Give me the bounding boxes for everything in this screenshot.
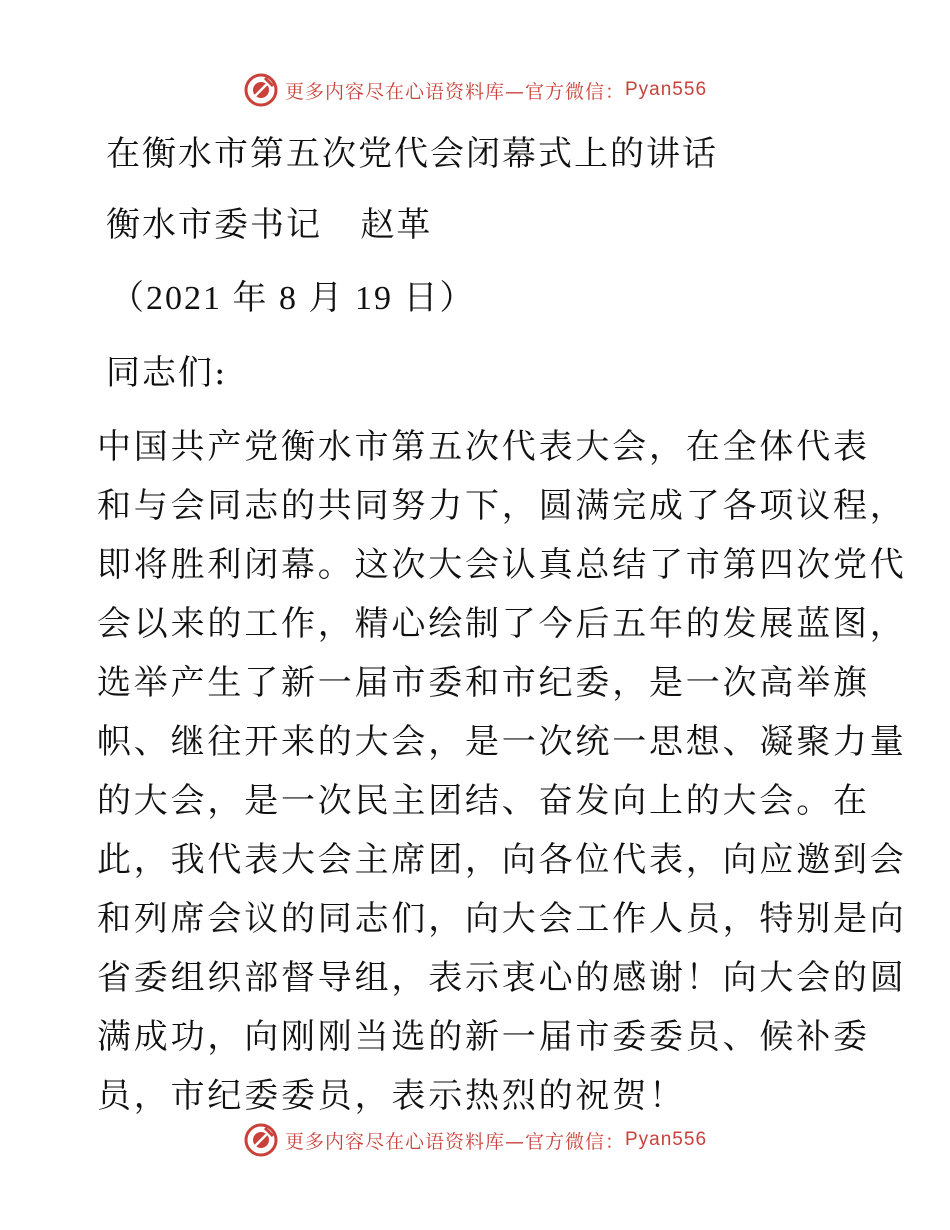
- watermark-handle: Pyan556: [625, 79, 708, 100]
- body-line: 省委组织部督导组，表示衷心的感谢！向大会的圆: [97, 958, 907, 998]
- seal-logo-icon: [243, 1122, 279, 1158]
- watermark-header: [0, 70, 950, 110]
- salutation: 同志们:: [106, 353, 228, 393]
- watermark-label: 更多内容尽在心语资料库—官方微信：: [284, 1130, 625, 1153]
- body-line: 和列席会议的同志们，向大会工作人员，特别是向: [97, 899, 907, 939]
- seal-logo-icon: [243, 72, 279, 108]
- document-date: （2021 年 8 月 19 日）: [110, 280, 476, 317]
- watermark-label: 更多内容尽在心语资料库—官方微信：: [284, 80, 625, 103]
- body-line: 的大会，是一次民主团结、奋发向上的大会。在: [97, 781, 870, 821]
- body-line: 帜、继往开来的大会，是一次统一思想、凝聚力量: [97, 722, 907, 762]
- body-line: 满成功，向刚刚当选的新一届市委委员、候补委: [97, 1017, 870, 1057]
- document-author: 衡水市委书记 赵革: [106, 205, 433, 245]
- watermark-handle: Pyan556: [625, 1129, 708, 1150]
- body-line: 会以来的工作，精心绘制了今后五年的发展蓝图，: [97, 604, 907, 644]
- body-line: 选举产生了新一届市委和市纪委，是一次高举旗: [97, 663, 870, 703]
- document-title: 在衡水市第五次党代会闭幕式上的讲话: [106, 134, 718, 174]
- body-line: 此，我代表大会主席团，向各位代表，向应邀到会: [97, 840, 907, 880]
- body-line: 和与会同志的共同努力下，圆满完成了各项议程，: [97, 486, 907, 526]
- body-paragraph: [97, 418, 907, 1126]
- watermark-footer: [0, 1120, 950, 1160]
- body-line: 员，市纪委委员，表示热烈的祝贺！: [97, 1076, 686, 1116]
- body-line: 中国共产党衡水市第五次代表大会，在全体代表: [97, 427, 870, 467]
- body-line: 即将胜利闭幕。这次大会认真总结了市第四次党代: [97, 545, 907, 585]
